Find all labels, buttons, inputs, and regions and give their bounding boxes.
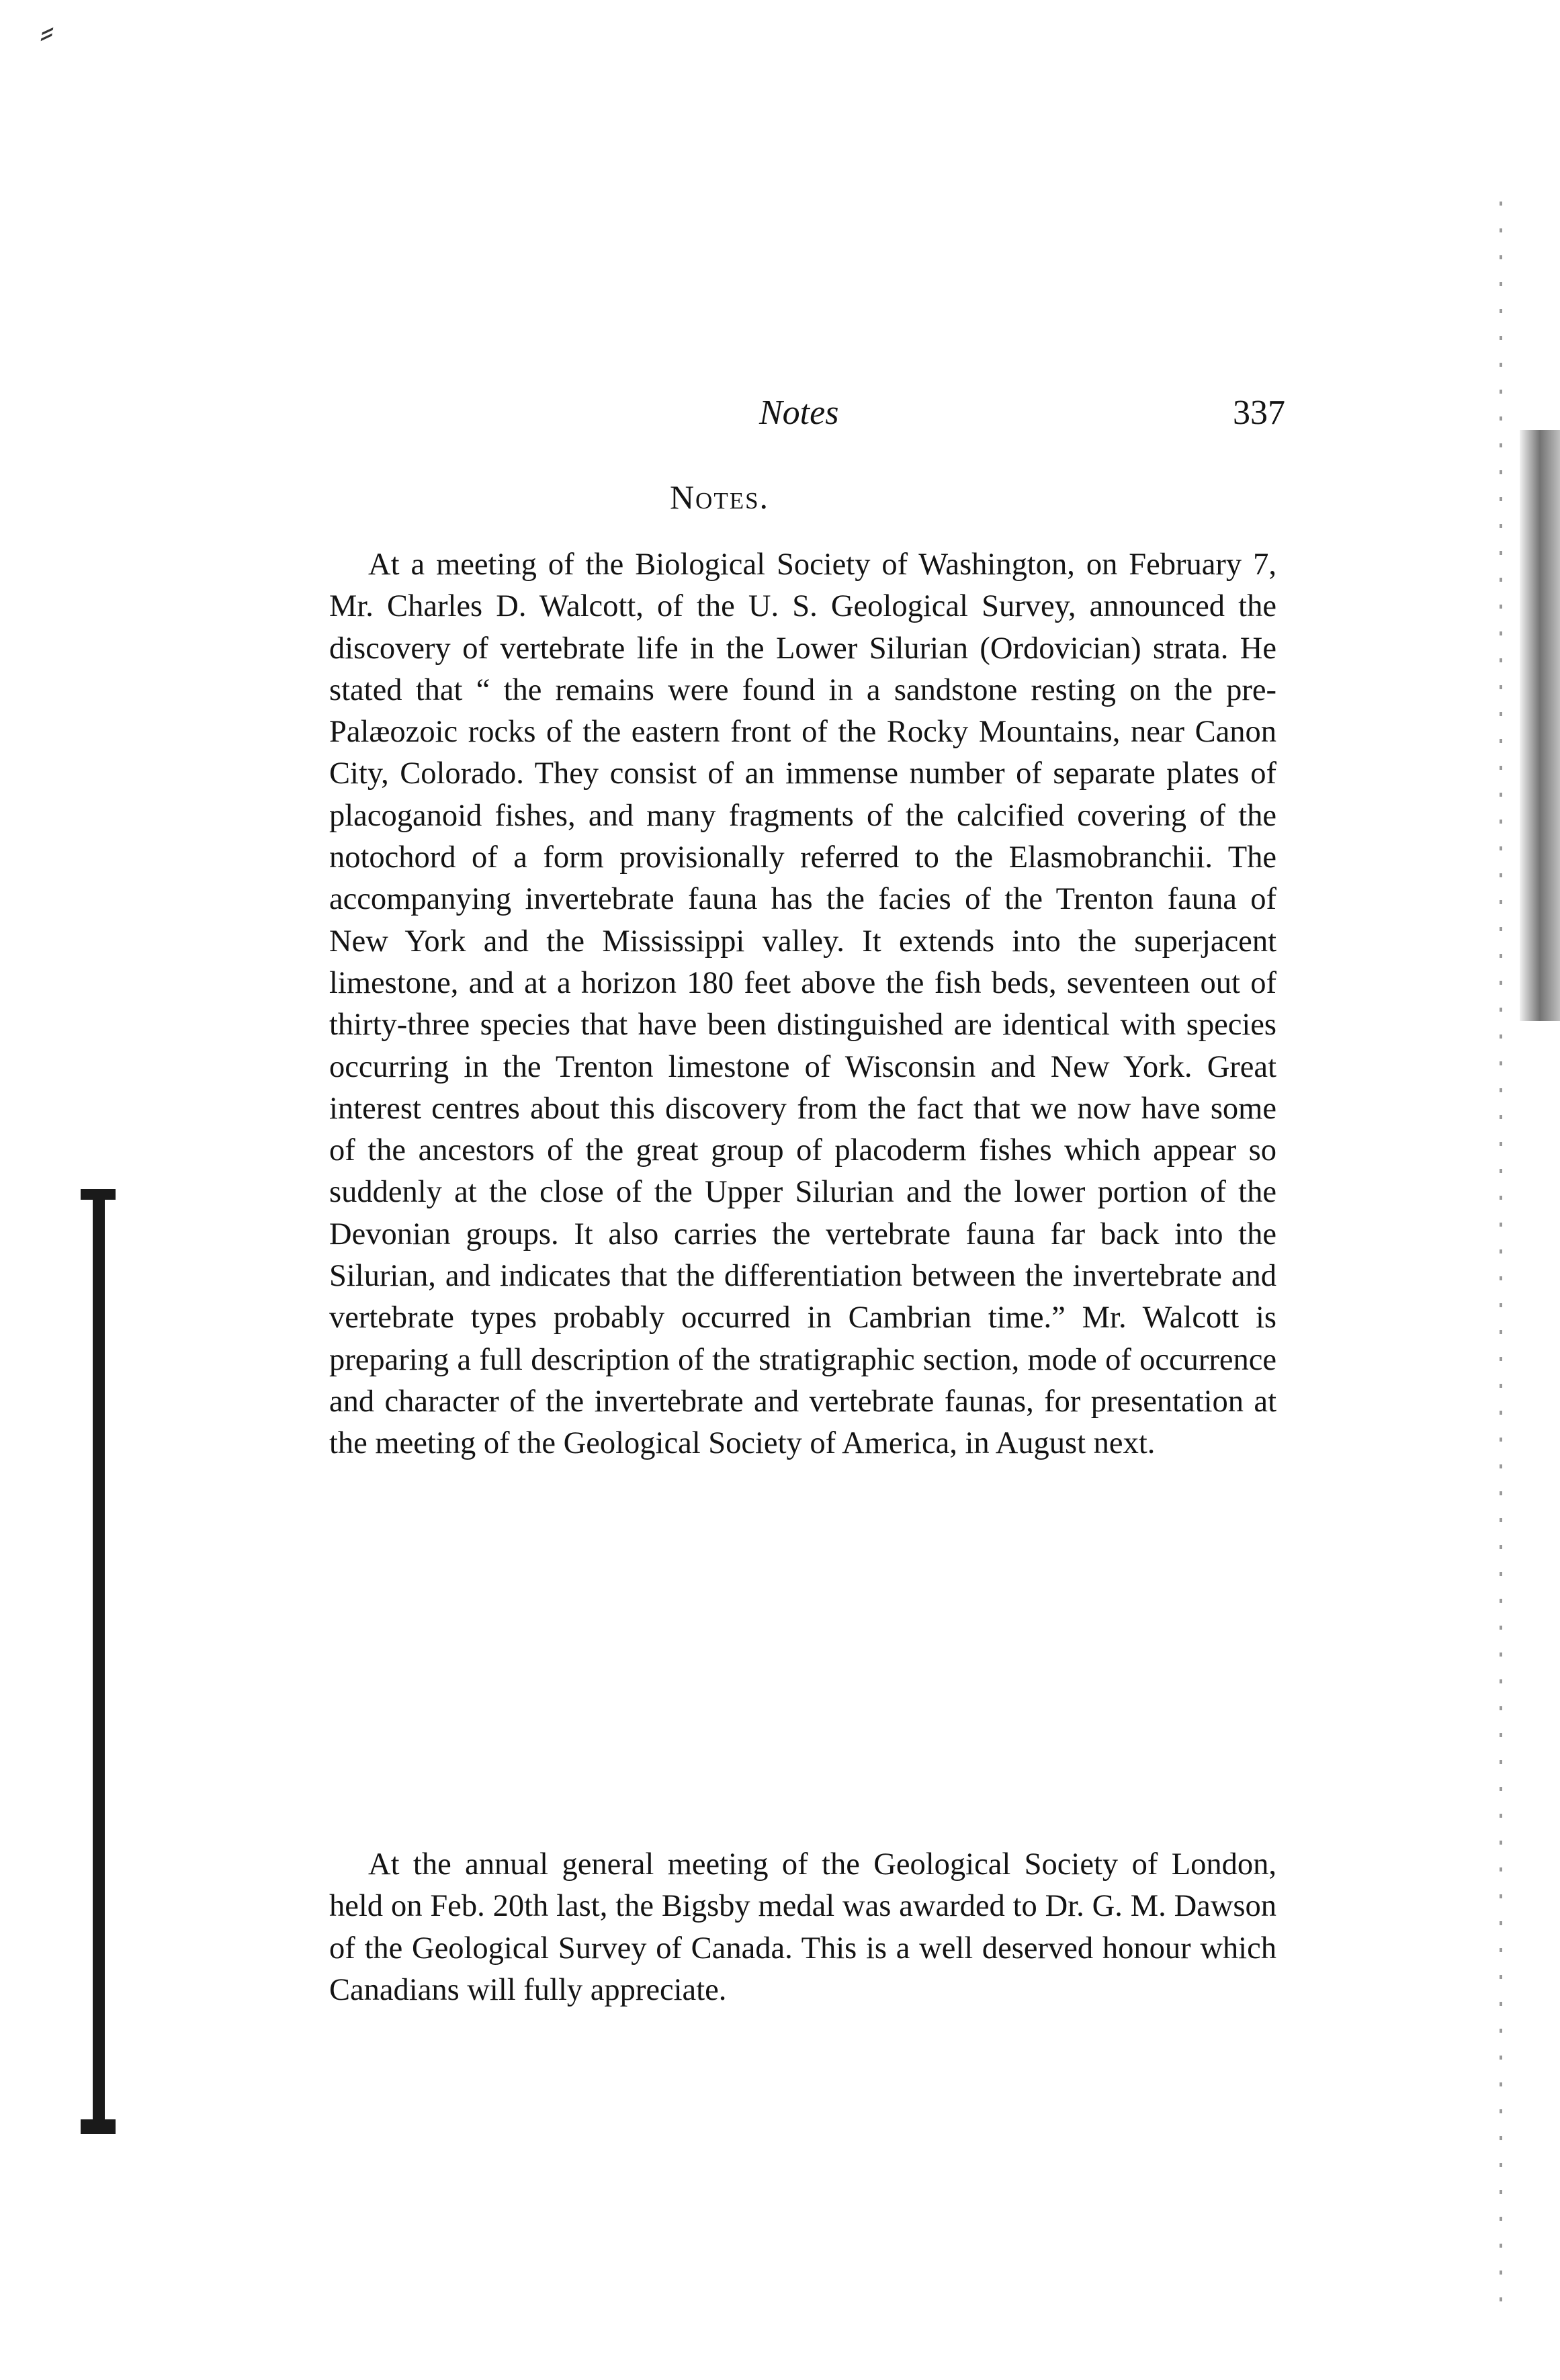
section-heading xyxy=(0,470,1560,524)
ruler-bar xyxy=(93,1196,105,2123)
note-paragraph: At a meeting of the Biological Society of Washington, on February 7, Mr. Charles D. Walcott, of the U. S. Geological Survey, announced the discovery of vertebrate life in the Lower Silurian (Ordovician) strata. He stated that “ the remains were found in a sandstone resting on the pre-Palæozoic rocks of the eastern front of the Rocky Mountains, near Canon City, Colorado. They consist of an immense number of separate plates of placoganoid fishes, and many fragments of the calcified covering of the notochord of a form provisionally referred to the Elasmobranchii. The accompanying invertebrate fauna has the facies of the Trenton fauna of New York and the Mississippi valley. It extends into the superjacent limestone, and at a horizon 180 feet above the fish beds, seventeen out of thirty-three species that have been distinguished are identical with species occurring in the Trenton limestone of Wisconsin and New York. Great interest centres about this discovery from the fact that we now have some of the ancestors of the great group of placoderm fishes which appear so suddenly at the close of the Upper Silurian and the lower portion of the Devonian groups. It also carries the vertebrate fauna far back into the Silurian, and indicates that the differentiation between the invertebrate and vertebrate types probably occurred in Cambrian time.” Mr. Walcott is preparing a full description of the stratigraphic section, mode of occurrence and character of the invertebrate and vertebrate faunas, for presentation at the meeting of the Geological Society of America, in August next. xyxy=(329,547,1276,1461)
ruler-bar-cap-bottom xyxy=(81,2119,116,2134)
running-title: Notes xyxy=(759,394,839,432)
note-bigsby-medal xyxy=(329,1844,1276,2011)
section-heading-text: Notes. xyxy=(669,478,770,516)
running-header xyxy=(0,386,1560,440)
note-walcott-discovery xyxy=(329,544,1276,1465)
corner-ink-mark: ⸗ xyxy=(40,9,54,53)
page-number: 337 xyxy=(1233,394,1285,432)
note-paragraph: At the annual general meeting of the Geological Society of London, held on Feb. 20th last, the Bigsby medal was awarded to Dr. G. M. Dawson of the Geological Survey of Canada. This is a well deserved honour which Canadians will fully appreciate. xyxy=(329,1847,1276,2007)
